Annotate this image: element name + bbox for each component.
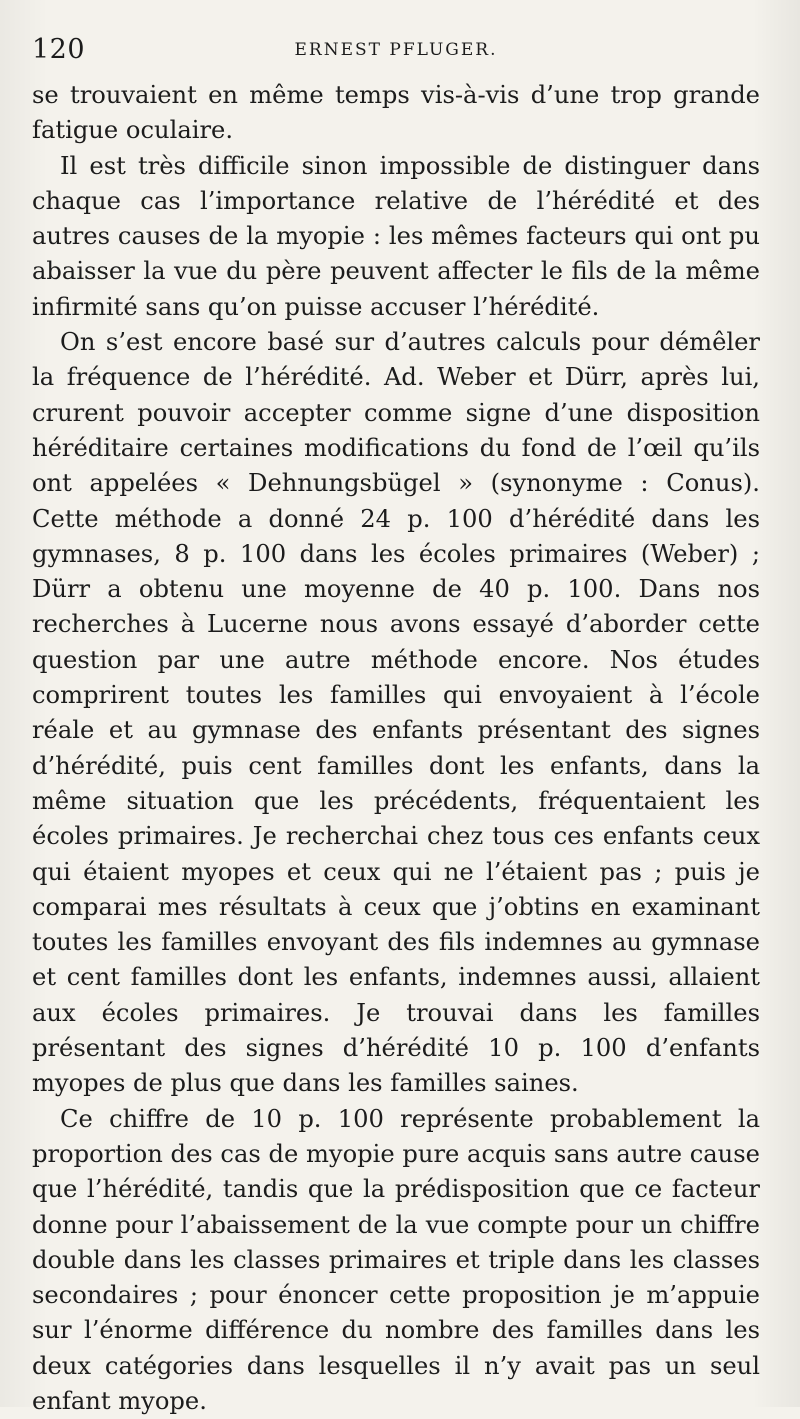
body-text <box>32 78 760 1419</box>
paragraph: On s’est encore basé sur d’autres calculs pour démêler la fréquence de l’hérédité. Ad. Weber et Dürr, après lui, crurent pouvoir accepter comme signe d’une disposition héréditaire certaines modifications du fond de l’œil qu’ils ont appelées « Dehnungsbügel » (synonyme : Conus). Cette méthode a donné 24 p. 100 d’hérédité dans les gymnases, 8 p. 100 dans les écoles primaires (Weber) ; Dürr a obtenu une moyenne de 40 p. 100. Dans nos recherches à Lucerne nous avons essayé d’aborder cette question par une autre méthode encore. Nos études comprirent toutes les familles qui envoyaient à l’école réale et au gymnase des enfants présentant des signes d’hérédité, puis cent familles dont les enfants, dans la même situation que les précédents, fréquentaient les écoles primaires. Je recherchai chez tous ces enfants ceux qui étaient myopes et ceux qui ne l’étaient pas ; puis je comparai mes résultats à ceux que j’obtins en examinant toutes les familles envoyant des fils indemnes au gymnase et cent familles dont les enfants, indemnes aussi, allaient aux écoles primaires. Je trouvai dans les familles présentant des signes d’hérédité 10 p. 100 d’enfants myopes de plus que dans les familles saines. <box>32 328 760 1098</box>
paragraph-continuation: se trouvaient en même temps vis-à-vis d’une trop grande fatigue oculaire. <box>32 81 760 145</box>
paragraph: Il est très difficile sinon impossible de distinguer dans chaque cas l’importance relative de l’hérédité et des autres causes de la myopie : les mêmes facteurs qui ont pu abaisser la vue du père peuvent affecter le fils de la même infirmité sans qu’on puisse accuser l’hérédité. <box>32 151 760 321</box>
page-number: 120 <box>32 34 86 65</box>
running-head <box>32 34 760 74</box>
paragraph: Ce chiffre de 10 p. 100 représente probablement la proportion des cas de myopie pure acquis sans autre cause que l’hérédité, tandis que la prédisposition que ce facteur donne pour l’abaissement de la vue compte pour un chiffre double dans les classes primaires et triple dans les classes secondaires ; pour énoncer cette proposition je m’appuie sur l’énorme différence du nombre des familles dans les deux catégories dans lesquelles il n’y avait pas un seul enfant myope. <box>32 1104 760 1415</box>
running-head-title: ERNEST PFLUGER. <box>294 40 498 60</box>
